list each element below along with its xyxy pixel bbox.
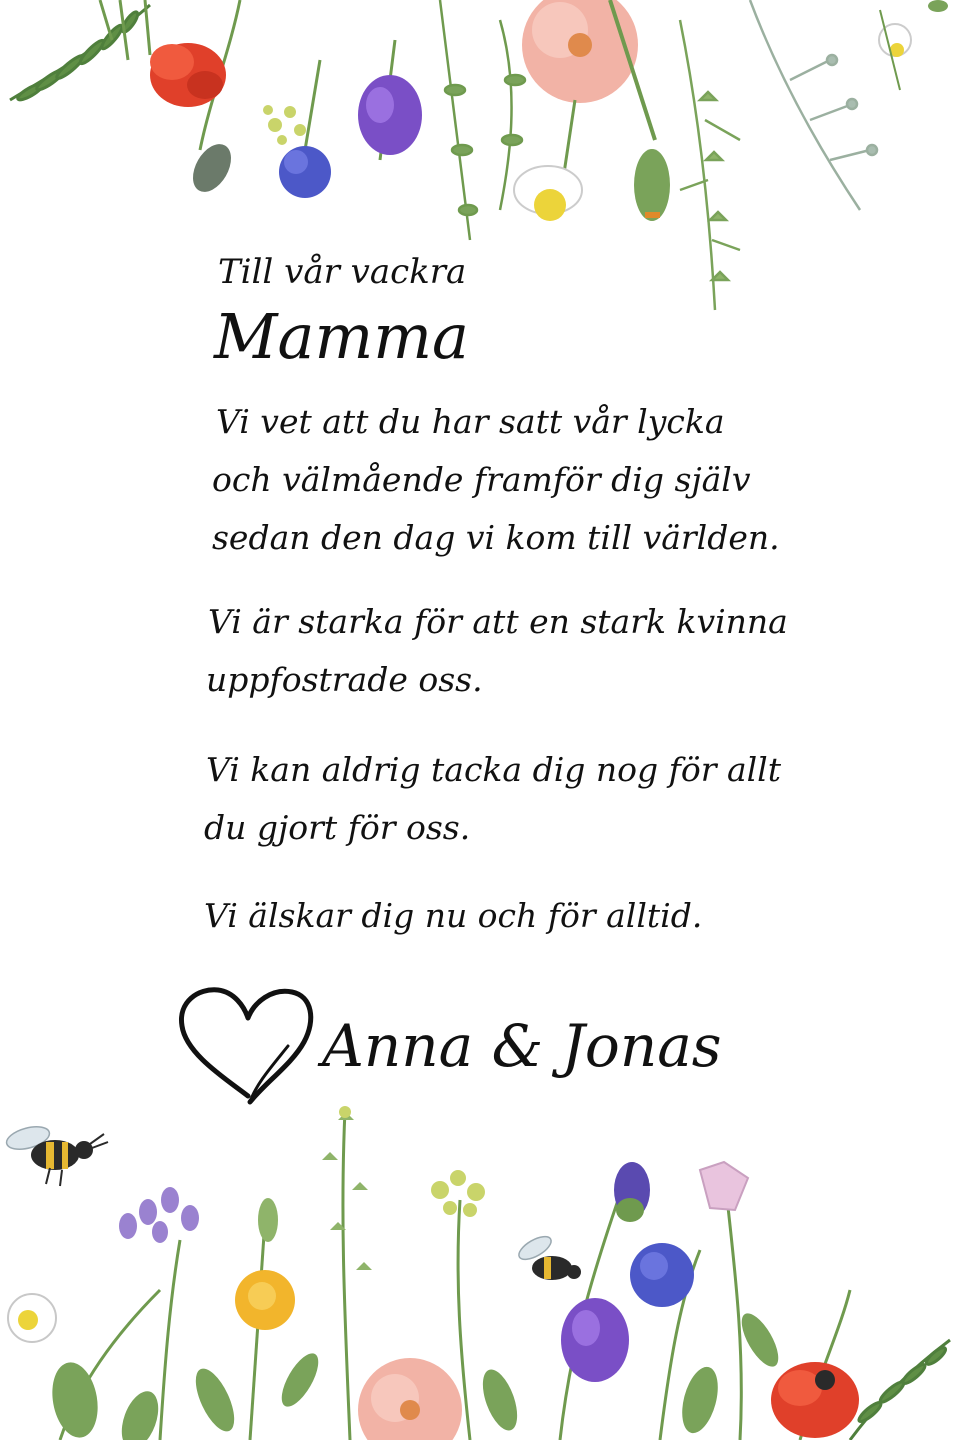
clover-top bbox=[358, 40, 422, 160]
small-flower-top-right bbox=[879, 0, 948, 90]
umbel-top bbox=[263, 105, 306, 145]
signature-text: Anna & Jonas bbox=[322, 1012, 722, 1080]
poem-line: uppfostrade oss. bbox=[206, 660, 483, 699]
poem-line: Vi vet att du har satt vår lycka bbox=[216, 402, 725, 441]
shepherds-purse-top bbox=[680, 20, 740, 310]
poem-line: Vi älskar dig nu och för alltid. bbox=[204, 896, 703, 935]
lilac-sprig bbox=[119, 1187, 199, 1243]
wild-rose-bottom bbox=[358, 1358, 462, 1440]
daisy-bottom-left bbox=[8, 1294, 56, 1342]
dandelion-bottom bbox=[235, 1198, 295, 1330]
poem-line: Vi kan aldrig tacka dig nog för allt bbox=[206, 750, 782, 789]
fern-top-left bbox=[10, 0, 150, 102]
poem-line: och välmående framför dig själv bbox=[212, 460, 751, 499]
cornflower-bottom bbox=[630, 1243, 694, 1307]
poem-line: sedan den dag vi kom till världen. bbox=[212, 518, 780, 557]
bud-bottom bbox=[614, 1162, 650, 1222]
bellflower-bottom bbox=[700, 1162, 748, 1210]
daisy-top bbox=[514, 166, 582, 221]
poppy-top bbox=[150, 0, 240, 199]
clover-bottom bbox=[561, 1298, 629, 1382]
vines-top bbox=[440, 0, 525, 240]
top-floral-border bbox=[0, 0, 960, 330]
bee-icon bbox=[515, 1232, 581, 1280]
shepherds-purse-bottom bbox=[322, 1106, 372, 1270]
bottom-floral-meadow bbox=[0, 1100, 960, 1440]
bee-icon bbox=[4, 1123, 108, 1186]
poem-line: Vi är starka för att en stark kvinna bbox=[208, 602, 788, 641]
sprigs-top-right bbox=[750, 0, 877, 210]
poppy-bottom bbox=[771, 1362, 859, 1438]
fern-bottom-right bbox=[850, 1340, 950, 1440]
poem-line: du gjort för oss. bbox=[204, 808, 471, 847]
greeting-text: Till vår vackra bbox=[218, 252, 467, 292]
bud-top bbox=[610, 0, 670, 221]
heart-icon bbox=[176, 984, 318, 1108]
recipient-name: Mamma bbox=[214, 300, 469, 373]
